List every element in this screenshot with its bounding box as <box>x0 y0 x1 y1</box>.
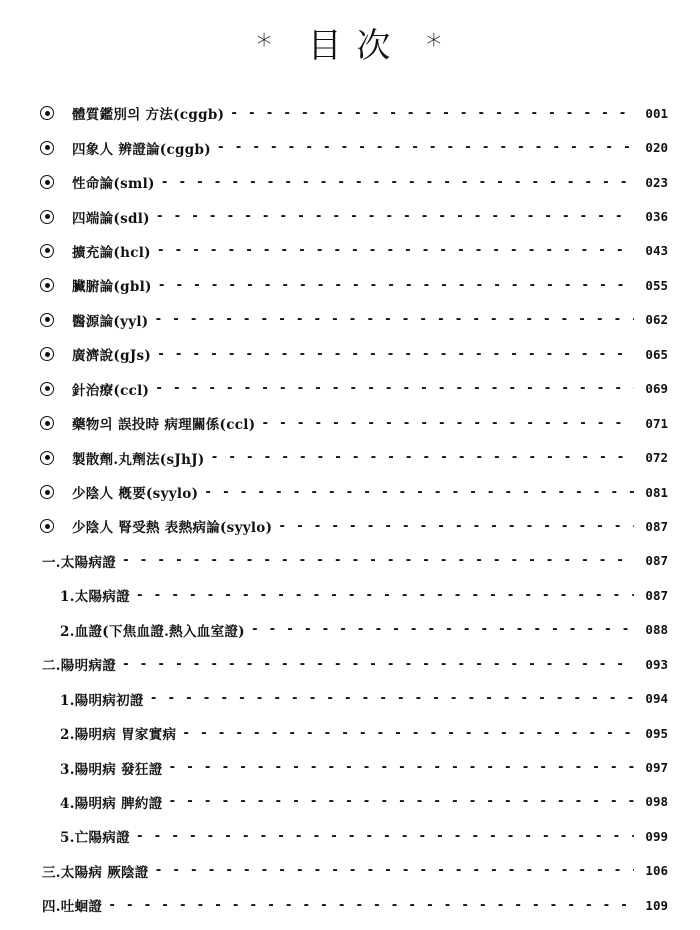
toc-entry-label: 1.太陽病證 <box>60 589 130 606</box>
toc-entry-label: 擴充論(hcl) <box>72 244 151 261</box>
toc-entry <box>36 785 668 819</box>
circle-bullet-icon <box>40 519 54 533</box>
toc-entry <box>36 96 668 130</box>
circle-bullet-icon <box>40 141 54 155</box>
dash-leader <box>251 622 634 637</box>
dash-leader <box>230 106 634 121</box>
toc-entry-label: 1.陽明病初證 <box>60 692 144 709</box>
toc-entry <box>36 199 668 233</box>
toc-entry <box>36 303 668 337</box>
toc-entry-page-number: 020 <box>645 140 668 156</box>
toc-entry-label: 4.陽明病 脾約證 <box>60 795 163 812</box>
toc-entry <box>36 475 668 509</box>
toc-entry-page-number: 055 <box>645 277 668 293</box>
circle-bullet-icon <box>40 416 54 430</box>
toc-entry-page-number: 088 <box>645 622 668 638</box>
toc-entry <box>36 440 668 474</box>
dash-leader <box>217 140 634 155</box>
toc-entry-label: 四象人 辨證論(cggb) <box>72 141 211 158</box>
toc-entry-label: 一.太陽病證 <box>42 554 116 571</box>
dash-leader <box>155 381 634 396</box>
dash-leader <box>157 347 634 362</box>
dash-leader <box>155 863 634 878</box>
dash-leader <box>169 794 635 809</box>
toc-entry <box>36 509 668 543</box>
toc-entry <box>36 337 668 371</box>
dash-leader <box>155 312 635 327</box>
circle-bullet-icon <box>40 485 54 499</box>
toc-entry <box>36 819 668 853</box>
toc-entry-page-number: 071 <box>645 415 668 431</box>
toc-entry-page-number: 099 <box>645 828 668 844</box>
toc-entry-label: 性命論(sml) <box>72 176 155 193</box>
toc-entry-label: 體質鑑別의 方法(cggb) <box>72 107 225 124</box>
toc-entry-page-number: 081 <box>645 484 668 500</box>
dash-leader <box>136 829 634 844</box>
toc-entry-label: 四端論(sdl) <box>72 210 150 227</box>
toc-entry <box>36 372 668 406</box>
toc-entry-page-number: 087 <box>645 587 668 603</box>
toc-entry-page-number: 098 <box>645 794 668 810</box>
title-star-right: * <box>426 28 444 63</box>
toc-entry-label: 廣濟說(gJs) <box>72 348 152 365</box>
circle-bullet-icon <box>40 175 54 189</box>
dash-leader <box>204 485 634 500</box>
toc-entry <box>36 578 668 612</box>
toc-entry-label: 2.陽明病 胃家實病 <box>60 727 177 744</box>
toc-entry-page-number: 062 <box>645 312 668 328</box>
toc-entry-page-number: 106 <box>645 863 668 879</box>
toc-entry <box>36 613 668 647</box>
circle-bullet-icon <box>40 210 54 224</box>
toc-entry-page-number: 065 <box>645 346 668 362</box>
toc-entry-page-number: 097 <box>645 760 668 776</box>
title-text: 目 次 <box>307 26 393 66</box>
toc-entry-label: 5.亡陽病證 <box>60 830 130 847</box>
dash-leader <box>261 416 634 431</box>
table-of-contents <box>36 96 668 923</box>
toc-entry-label: 藥物의 誤投時 病理關係(ccl) <box>72 417 256 434</box>
toc-entry-page-number: 001 <box>645 105 668 121</box>
dash-leader <box>122 657 634 672</box>
toc-entry-label: 針治療(ccl) <box>72 382 150 399</box>
title-star-left: * <box>256 28 274 63</box>
toc-entry <box>36 544 668 578</box>
dash-leader <box>136 588 634 603</box>
toc-entry-page-number: 072 <box>645 450 668 466</box>
toc-entry-label: 少陰人 腎受熱 表熱病論(syylo) <box>72 520 273 537</box>
toc-entry-page-number: 094 <box>645 691 668 707</box>
toc-entry-page-number: 087 <box>645 553 668 569</box>
toc-entry-page-number: 069 <box>645 381 668 397</box>
dash-leader <box>122 553 634 568</box>
toc-entry-page-number: 023 <box>645 174 668 190</box>
toc-entry <box>36 130 668 164</box>
circle-bullet-icon <box>40 451 54 465</box>
dash-leader <box>211 450 634 465</box>
toc-entry-label: 臟腑論(gbl) <box>72 279 152 296</box>
toc-entry <box>36 165 668 199</box>
toc-entry-page-number: 093 <box>645 656 668 672</box>
toc-entry-page-number: 109 <box>645 897 668 913</box>
toc-entry-label: 醫源論(yyl) <box>72 313 149 330</box>
circle-bullet-icon <box>40 313 54 327</box>
toc-entry-label: 少陰人 槪要(syylo) <box>72 486 199 503</box>
toc-entry-label: 二.陽明病證 <box>42 658 116 675</box>
dash-leader <box>169 760 635 775</box>
dash-leader <box>108 898 634 913</box>
circle-bullet-icon <box>40 347 54 361</box>
page-title <box>0 18 700 67</box>
toc-entry <box>36 647 668 681</box>
toc-entry <box>36 888 668 922</box>
toc-entry-label: 四.吐蛔證 <box>42 899 103 916</box>
dash-leader <box>150 691 634 706</box>
circle-bullet-icon <box>40 278 54 292</box>
dash-leader <box>278 519 634 534</box>
dash-leader <box>156 209 634 224</box>
dash-leader <box>161 175 634 190</box>
circle-bullet-icon <box>40 382 54 396</box>
toc-entry <box>36 750 668 784</box>
toc-entry-label: 2.血證(下焦血證.熱入血室證) <box>60 623 245 640</box>
toc-entry <box>36 406 668 440</box>
dash-leader <box>158 278 634 293</box>
toc-entry-label: 製散劑.丸劑法(sJhJ) <box>72 451 205 468</box>
toc-entry <box>36 268 668 302</box>
toc-entry <box>36 234 668 268</box>
toc-entry-page-number: 095 <box>645 725 668 741</box>
toc-entry-page-number: 043 <box>645 243 668 259</box>
toc-entry-label: 3.陽明病 發狂證 <box>60 761 163 778</box>
toc-entry <box>36 716 668 750</box>
toc-entry-page-number: 036 <box>645 209 668 225</box>
circle-bullet-icon <box>40 244 54 258</box>
dash-leader <box>182 726 634 741</box>
toc-entry-label: 三.太陽病 厥陰證 <box>42 864 149 881</box>
dash-leader <box>157 243 634 258</box>
toc-entry-page-number: 087 <box>645 518 668 534</box>
circle-bullet-icon <box>40 106 54 120</box>
toc-entry <box>36 681 668 715</box>
toc-entry <box>36 854 668 888</box>
